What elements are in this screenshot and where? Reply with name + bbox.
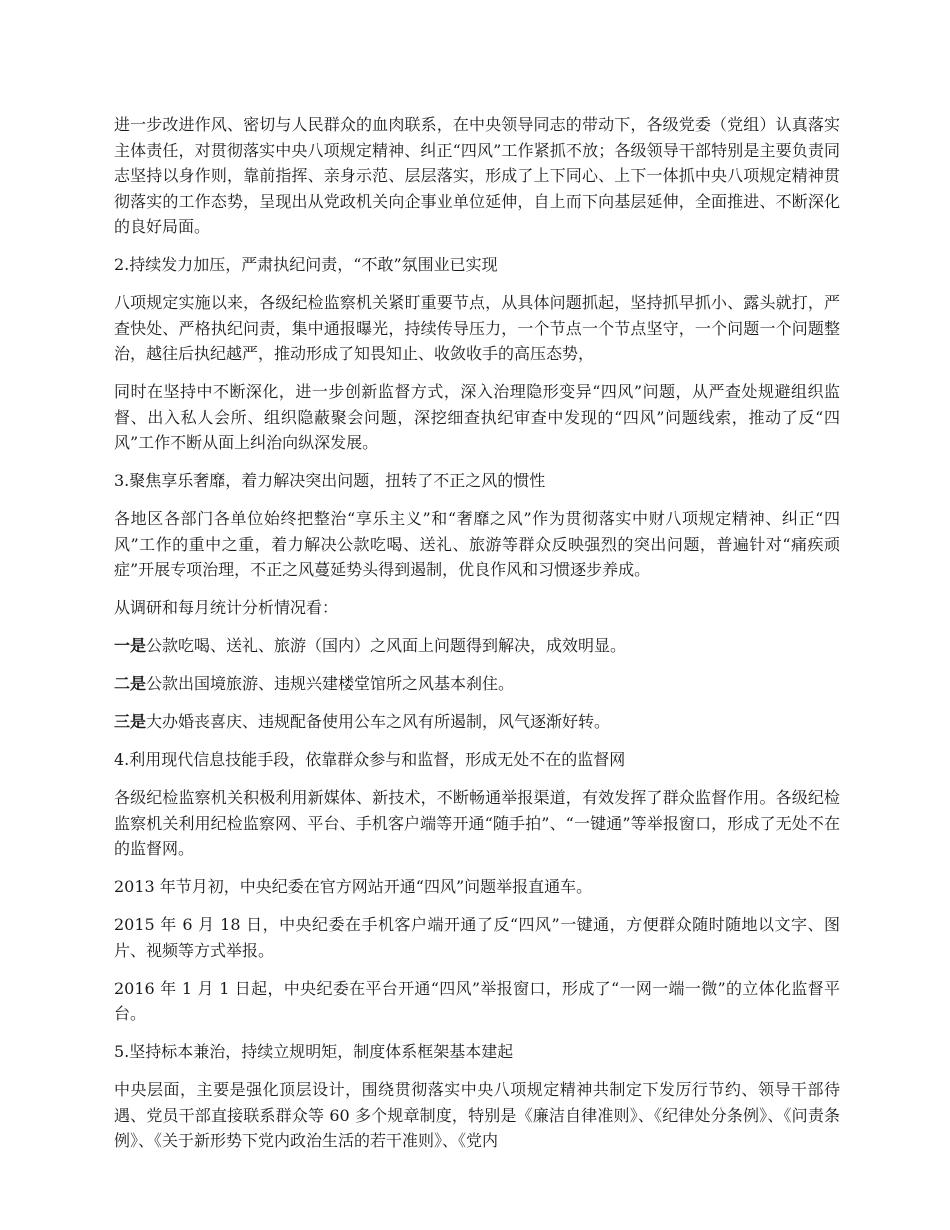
- list-item-1: [114, 633, 840, 659]
- paragraph-intro: 进一步改进作风、密切与人民群众的血肉联系，在中央领导同志的带动下，各级党委（党组）认真落实主体责任，对贯彻落实中央八项规定精神、纠正“四风”工作紧抓不放；各级领导干部特别是主要负责同志坚持以身作则，靠前指挥、亲身示范、层层落实，形成了上下同心、上下一体抓中央八项规定精神贯彻落实的工作态势，呈现出从党政机关向企事业单位延伸，自上而下向基层延伸，全面推进、不断深化的良好局面。: [114, 115, 840, 236]
- document-body: [114, 112, 840, 1166]
- paragraph-2015: 2015 年 6 月 18 日，中央纪委在手机客户端开通了反“四风”一键通，方便群众随时随地以文字、图片、视频等方式举报。: [114, 915, 840, 960]
- paragraph-2016: 2016 年 1 月 1 日起，中央纪委在平台开通“四风”举报窗口，形成了“一网一端一微”的立体化监督平台。: [114, 978, 840, 1023]
- paragraph-section2-a: 八项规定实施以来，各级纪检监察机关紧盯重要节点，从具体问题抓起，坚持抓早抓小、露头就打，严查快处、严格执纪问责，集中通报曝光，持续传导压力，一个节点一个节点坚守，一个问题一个问题整治，越往后执纪越严，推动形成了知畏知止、收敛收手的高压态势，: [114, 293, 840, 363]
- list-item-1-text: 公款吃喝、送礼、旅游（国内）之风面上问题得到解决，成效明显。: [146, 636, 627, 655]
- list-item-3: [114, 709, 840, 735]
- list-item-2-text: 公款出国境旅游、违规兴建楼堂馆所之风基本刹住。: [146, 674, 515, 693]
- paragraph-section5: 中央层面，主要是强化顶层设计，围绕贯彻落实中央八项规定精神共制定下发厉行节约、领导干部待遇、党员干部直接联系群众等 60 多个规章制度，特别是《廉洁自律准则》、《纪律处分条例》、《问责条例》、《关于新形势下党内政治生活的若干准则》、《党内: [114, 1080, 840, 1150]
- list-item-1-lead: 一是: [114, 636, 147, 655]
- list-item-3-text: 大办婚丧喜庆、违规配备使用公车之风有所遏制，风气逐渐好转。: [146, 712, 611, 731]
- section-heading-4: 4.利用现代信息技能手段，依靠群众参与和监督，形成无处不在的监督网: [114, 750, 626, 769]
- paragraph-2013: 2013 年节月初，中央纪委在官方网站开通“四风”问题举报直通车。: [114, 877, 593, 896]
- list-item-2-lead: 二是: [114, 674, 147, 693]
- section-heading-3: 3.聚焦享乐奢靡，着力解决突出问题，扭转了不正之风的惯性: [114, 471, 546, 490]
- paragraph-section4: 各级纪检监察机关积极利用新媒体、新技术，不断畅通举报渠道，有效发挥了群众监督作用。各级纪检监察机关利用纪检监察网、平台、手机客户端等开通“随手拍”、“一键通”等举报窗口，形成了无处不在的监督网。: [114, 788, 840, 858]
- list-item-2: [114, 671, 840, 697]
- paragraph-section3: 各地区各部门各单位始终把整治“享乐主义”和“奢靡之风”作为贯彻落实中财八项规定精神、纠正“四风”工作的重中之重，着力解决公款吃喝、送礼、旅游等群众反映强烈的突出问题，普遍针对“痛疾顽症”开展专项治理，不正之风蔓延势头得到遏制，优良作风和习惯逐步养成。: [114, 509, 840, 579]
- paragraph-section2-b: 同时在坚持中不断深化，进一步创新监督方式，深入治理隐形变异“四风”问题，从严查处规避组织监督、出入私人会所、组织隐蔽聚会问题，深挖细查执纪审查中发现的“四风”问题线索，推动了反“四风”工作不断从面上纠治向纵深发展。: [114, 382, 840, 452]
- section-heading-2: 2.持续发力加压，严肃执纪问责，“不敢”氛围业已实现: [114, 255, 498, 274]
- list-item-3-lead: 三是: [114, 712, 147, 731]
- paragraph-survey-intro: 从调研和每月统计分析情况看：: [114, 598, 339, 617]
- section-heading-5: 5.坚持标本兼治，持续立规明矩，制度体系框架基本建起: [114, 1042, 514, 1061]
